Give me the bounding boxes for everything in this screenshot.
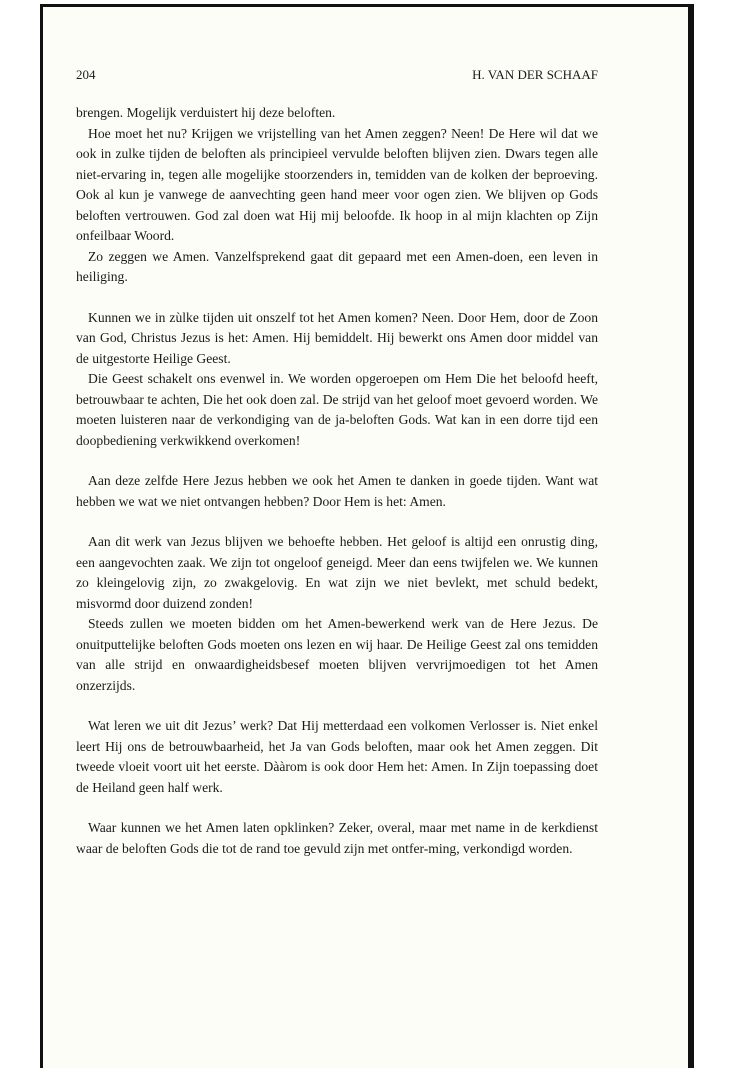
paragraph: Hoe moet het nu? Krijgen we vrijstelling van het Amen zeggen? Neen! De Here wil dat we ook in zulke tijden de beloften als principieel vervulde beloften blijven zien. Dwars tegen alle niet-ervaring in, tegen alle mogelijke stoorzenders in, temidden van de kolken der beproeving. Ook al kun je vanwege de aanvechting geen hand meer voor ogen zien. We blijven op Gods beloften vertrouwen. God zal doen wat Hij mij beloofde. Ik hoop in al mijn klachten op Zijn onfeilbaar Woord. bbox=[76, 125, 598, 243]
paragraph: Aan dit werk van Jezus blijven we behoefte hebben. Het geloof is altijd een onrustig ding, een aangevochten zaak. We zijn tot ongeloof geneigd. Meer dan eens twijfelen we. We kunnen zo kleingelovig zijn, zo zwakgelovig. En wat zijn we niet bevlekt, met schuld bedekt, misvormd door duizend zonden! bbox=[76, 534, 598, 611]
page-number: 204 bbox=[76, 67, 96, 82]
body-text bbox=[76, 103, 598, 859]
paragraph: brengen. Mogelijk verduistert hij deze beloften. bbox=[76, 105, 336, 120]
paragraph: Wat leren we uit dit Jezus’ werk? Dat Hij metterdaad een volkomen Verlosser is. Niet enkel leert Hij ons de betrouwbaarheid, het Ja van Gods beloften, maar ook het Amen zeggen. Dit tweede vloeit voort uit het eerste. Dààrom is ook door Hem het: Amen. In Zijn toepassing doet de Heiland geen half werk. bbox=[76, 718, 598, 795]
section-break bbox=[76, 288, 598, 308]
running-head-author: H. VAN DER SCHAAF bbox=[472, 67, 598, 82]
section-break bbox=[76, 451, 598, 471]
page-content bbox=[76, 66, 598, 859]
scan-border-right bbox=[688, 4, 694, 1068]
paragraph: Waar kunnen we het Amen laten opklinken? Zeker, overal, maar met name in de kerkdienst waar de beloften Gods die tot de rand toe gevuld zijn met ontfer-ming, verkondigd worden. bbox=[76, 820, 598, 856]
paragraph: Aan deze zelfde Here Jezus hebben we ook het Amen te danken in goede tijden. Want wat hebben we wat we niet ontvangen hebben? Door Hem is het: Amen. bbox=[76, 473, 598, 509]
paragraph: Zo zeggen we Amen. Vanzelfsprekend gaat dit gepaard met een Amen-doen, een leven in heiliging. bbox=[76, 248, 598, 284]
section-break bbox=[76, 512, 598, 532]
paragraph: Kunnen we in zùlke tijden uit onszelf tot het Amen komen? Neen. Door Hem, door de Zoon van God, Christus Jezus is het: Amen. Hij bemiddelt. Hij bewerkt ons Amen door middel van de uitgestorte Heilige Geest. bbox=[76, 309, 598, 366]
section-break bbox=[76, 696, 598, 716]
section-break bbox=[76, 798, 598, 818]
paragraph: Steeds zullen we moeten bidden om het Amen-bewerkend werk van de Here Jezus. De onuitputtelijke beloften Gods moeten ons lezen en wij haar. De Heilige Geest zal ons temidden van alle strijd en onwaardigheidsbesef moeten blijven vervrijmoedigen tot het Amen onzerzijds. bbox=[76, 616, 598, 693]
paragraph: Die Geest schakelt ons evenwel in. We worden opgeroepen om Hem Die het beloofd heeft, betrouwbaar te achten, Die het ook doen zal. De strijd van het geloof moet gevoerd worden. We moeten luisteren naar de verkondiging van de ja-beloften Gods. Wat kan in een dorre tijd een doopbediening verkwikkend overkomen! bbox=[76, 371, 598, 448]
running-header bbox=[76, 66, 598, 84]
